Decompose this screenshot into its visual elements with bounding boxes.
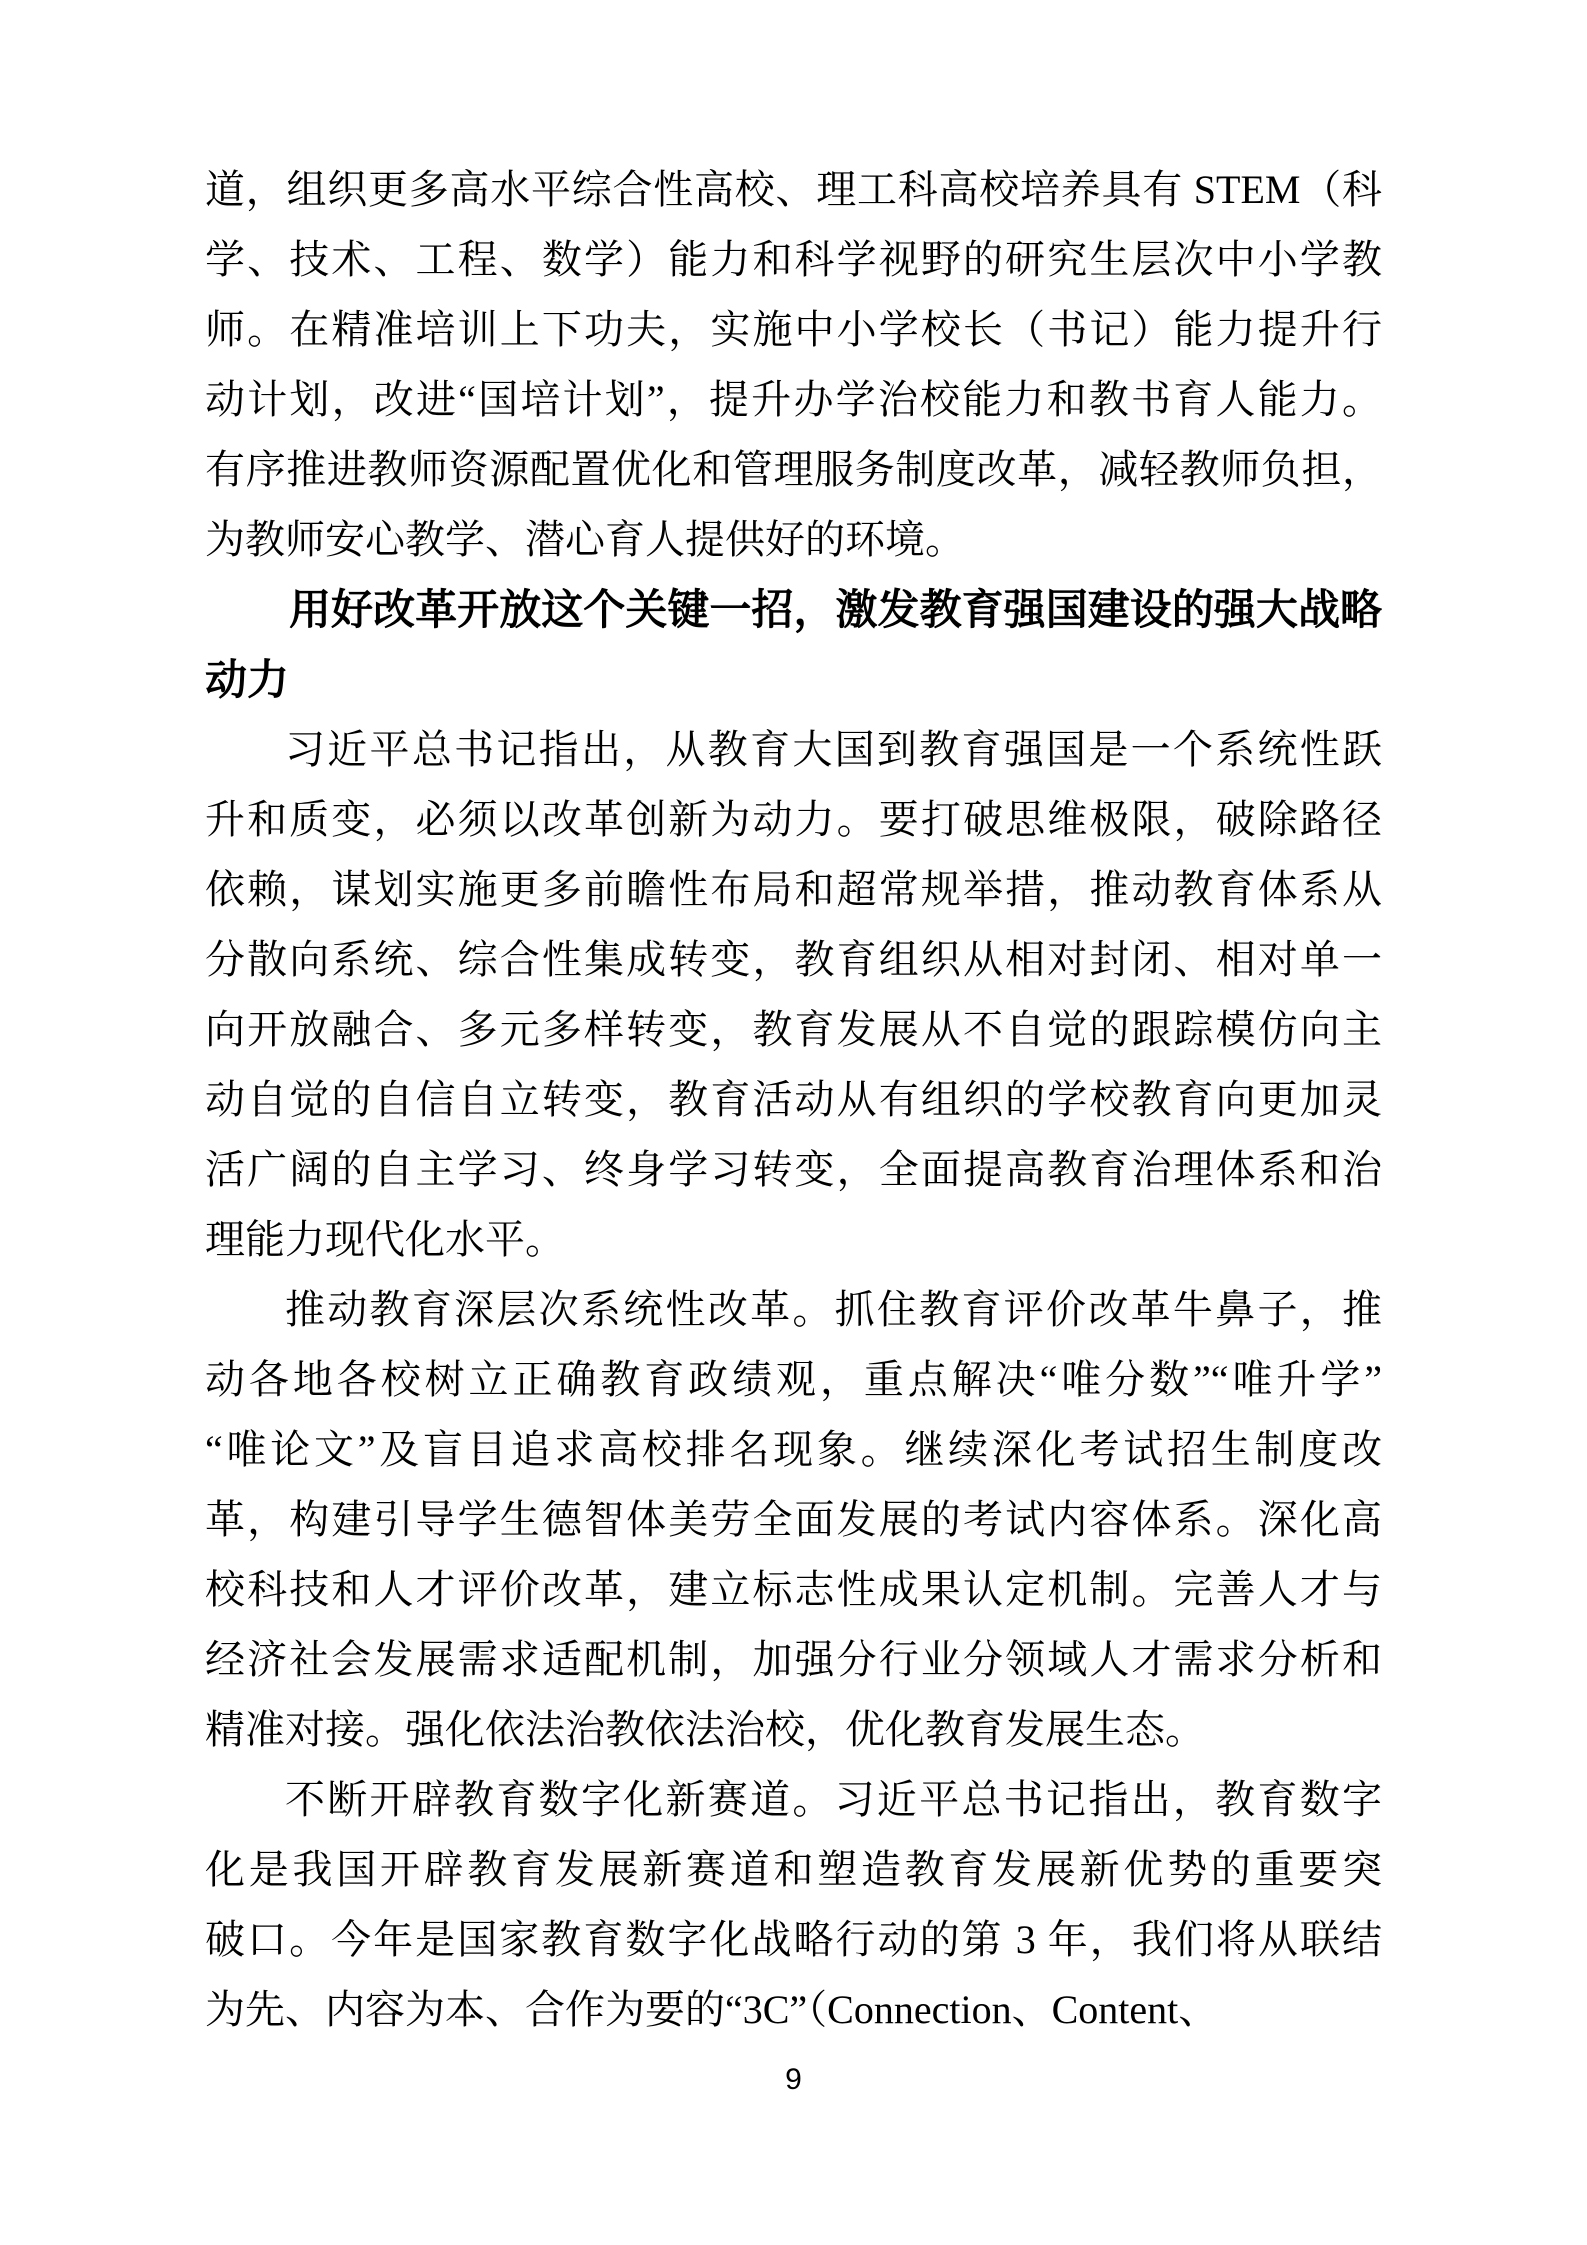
text-line: 理能力现代化水平。 bbox=[205, 1217, 565, 1262]
text-line: 动自觉的自信自立转变，教育活动从有组织的学校教育向更加灵 bbox=[205, 1077, 1382, 1122]
text-line: “唯论文”及盲目追求高校排名现象。继续深化考试招生制度改 bbox=[205, 1427, 1382, 1472]
text-line: 升和质变，必须以改革创新为动力。要打破思维极限，破除路径 bbox=[205, 797, 1382, 842]
paragraph-deep-reform bbox=[205, 1275, 1382, 1765]
text-line: 有序推进教师资源配置优化和管理服务制度改革，减轻教师负担， bbox=[205, 447, 1382, 492]
text-line: 动各地各校树立正确教育政绩观，重点解决“唯分数”“唯升学” bbox=[205, 1357, 1382, 1402]
text-line: 用好改革开放这个关键一招，激发教育强国建设的强大战略 bbox=[289, 586, 1382, 633]
page-number: 9 bbox=[785, 2063, 802, 2096]
text-line: 破口。今年是国家教育数字化战略行动的第 3 年，我们将从联结 bbox=[205, 1917, 1382, 1962]
text-line: 精准对接。强化依法治教依法治校，优化教育发展生态。 bbox=[205, 1707, 1205, 1752]
text-line: 向开放融合、多元多样转变，教育发展从不自觉的跟踪模仿向主 bbox=[205, 1007, 1382, 1052]
text-line: 推动教育深层次系统性改革。抓住教育评价改革牛鼻子，推 bbox=[285, 1287, 1382, 1332]
text-line: 活广阔的自主学习、终身学习转变，全面提高教育治理体系和治 bbox=[205, 1147, 1382, 1192]
paragraph-systemic-leap bbox=[205, 715, 1382, 1275]
text-line: 动力 bbox=[205, 656, 290, 703]
text-line: 依赖，谋划实施更多前瞻性布局和超常规举措，推动教育体系从 bbox=[205, 867, 1382, 912]
text-line: 革，构建引导学生德智体美劳全面发展的考试内容体系。深化高 bbox=[205, 1497, 1382, 1542]
text-line: 动计划，改进“国培计划”，提升办学治校能力和教书育人能力。 bbox=[205, 377, 1382, 422]
text-line: 师。在精准培训上下功夫，实施中小学校长（书记）能力提升行 bbox=[205, 307, 1382, 352]
text-line: 经济社会发展需求适配机制，加强分行业分领域人才需求分析和 bbox=[205, 1637, 1382, 1682]
text-line: 学、技术、工程、数学）能力和科学视野的研究生层次中小学教 bbox=[205, 237, 1382, 282]
section-heading-reform bbox=[205, 575, 1382, 715]
text-line: 分散向系统、综合性集成转变，教育组织从相对封闭、相对单一 bbox=[205, 937, 1382, 982]
text-line: 习近平总书记指出，从教育大国到教育强国是一个系统性跃 bbox=[285, 727, 1382, 772]
text-line: 化是我国开辟教育发展新赛道和塑造教育发展新优势的重要突 bbox=[205, 1847, 1382, 1892]
text-line: 道，组织更多高水平综合性高校、理工科高校培养具有 STEM（科 bbox=[205, 167, 1382, 212]
paragraph-digitalization bbox=[205, 1765, 1382, 2045]
text-line: 为先、内容为本、合作为要的“3C”（Connection、Content、 bbox=[205, 1987, 1219, 2032]
text-block bbox=[205, 155, 1382, 2045]
paragraph-teachers-continuation bbox=[205, 155, 1382, 575]
text-line: 校科技和人才评价改革，建立标志性成果认定机制。完善人才与 bbox=[205, 1567, 1382, 1612]
text-line: 不断开辟教育数字化新赛道。习近平总书记指出，教育数字 bbox=[285, 1777, 1382, 1822]
text-line: 为教师安心教学、潜心育人提供好的环境。 bbox=[205, 517, 965, 562]
